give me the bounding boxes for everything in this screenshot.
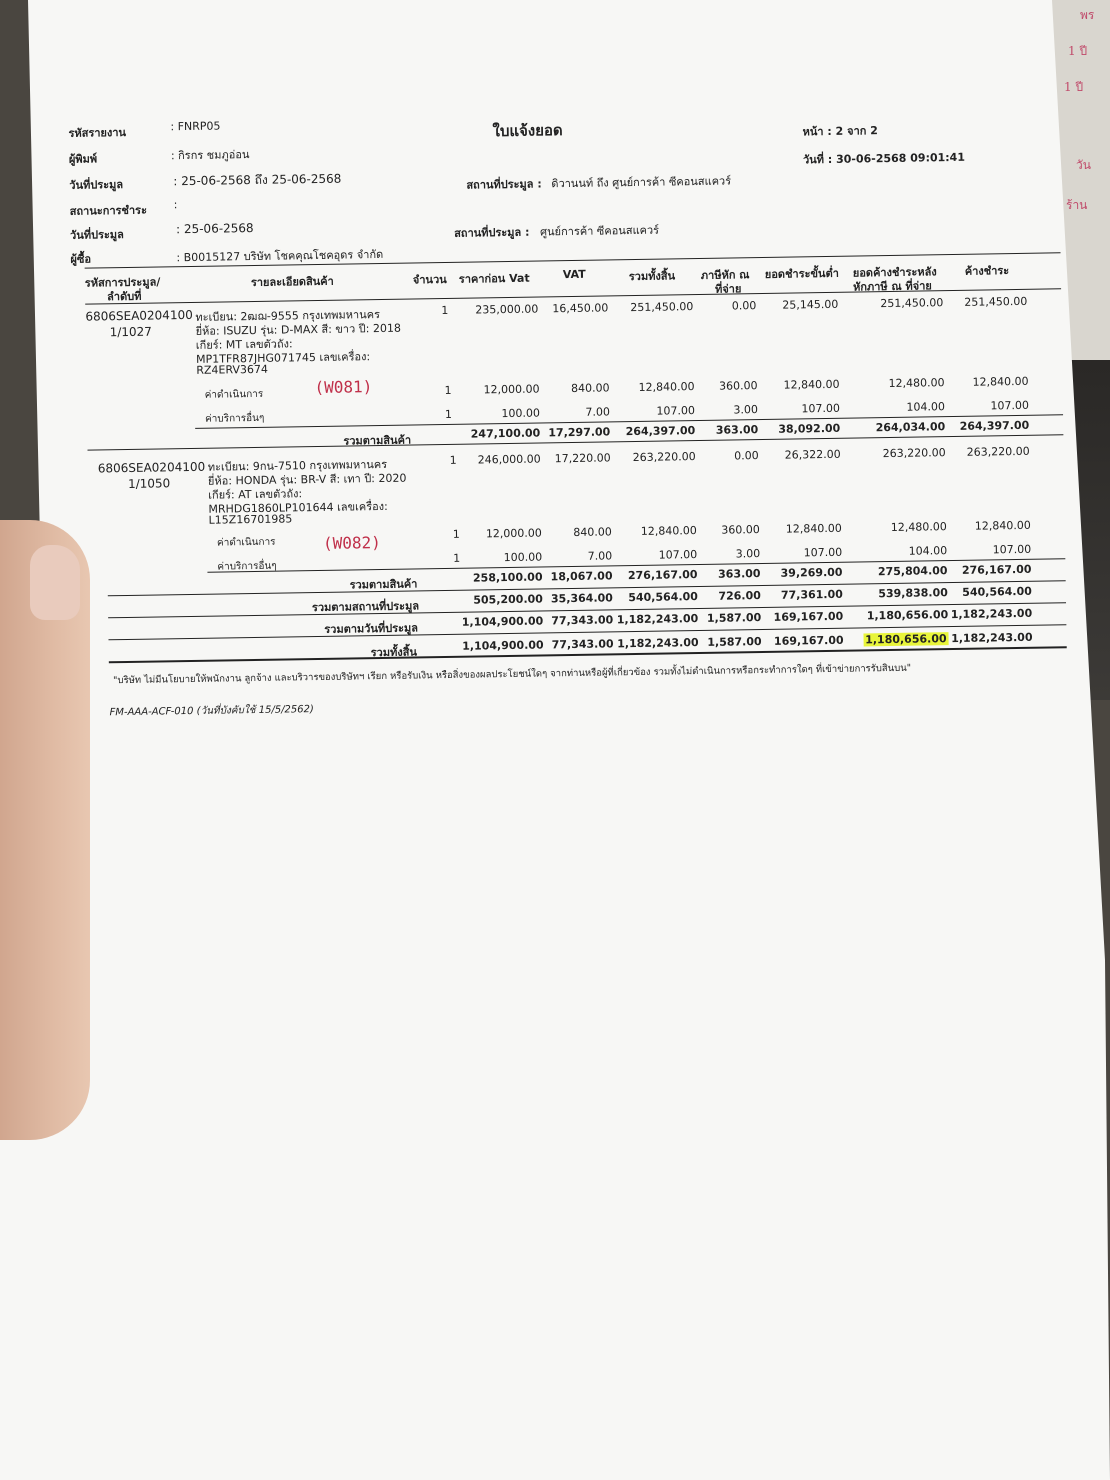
cell-qty: 1	[441, 303, 449, 318]
subtotal-vat: 18,067.00	[550, 569, 613, 584]
cell-qty: 1	[452, 527, 460, 541]
col-outstanding2: หักภาษี ณ ที่จ่าย	[852, 279, 932, 294]
payment-status: :	[173, 198, 178, 212]
item-seq: 1/1027	[109, 324, 152, 340]
printed-at: วันที่ : 30-06-2568 09:01:41	[802, 150, 966, 167]
total-pre-vat: 1,104,900.00	[461, 614, 544, 629]
item-code: 6806SEA0204100	[85, 307, 193, 324]
cell-min: 25,145.00	[782, 297, 839, 312]
col-code: รหัสการประมูล/	[84, 275, 161, 290]
cell-qty: 1	[453, 551, 461, 565]
col-min: ยอดชำระขั้นต่ำ	[764, 266, 839, 281]
item-detail-line: ทะเบียน: 2ฒฌ-9555 กรุงเทพมหานคร	[195, 308, 381, 324]
cell-pre-vat: 100.00	[501, 406, 541, 421]
col-outstanding: ยอดค้างชำระหลัง	[852, 265, 937, 280]
cell-wht: 0.00	[734, 449, 759, 463]
cell-unpaid: 107.00	[992, 542, 1032, 557]
subtotal-outstanding: 275,804.00	[877, 564, 948, 579]
cell-vat: 7.00	[585, 405, 611, 419]
subtotal-outstanding: 264,034.00	[875, 420, 946, 435]
cell-pre-vat: 235,000.00	[475, 302, 539, 317]
page-number: หน้า : 2 จาก 2	[802, 124, 878, 139]
cell-pre-vat: 12,000.00	[483, 382, 540, 397]
auction-date-range: : 25-06-2568 ถึง 25-06-2568	[173, 171, 342, 189]
buyer-label: ผู้ซื้อ	[70, 252, 92, 266]
total-outstanding: 539,838.00	[878, 586, 948, 601]
cell-total: 12,840.00	[640, 524, 697, 538]
subtotal-wht: 363.00	[715, 423, 759, 437]
cell-unpaid: 263,220.00	[966, 444, 1030, 459]
disclaimer: "บริษัท ไม่มีนโยบายให้พนักงาน ลูกจ้าง และบริวารของบริษัทฯ เรียก หรือรับเงิน หรือสิ่งของผลประโยชน์ใดๆ จากท่านหรือผู้ที่เกี่ยวข้อง รวมทั้งไม่ดำเนินการหรือกระทำการใดๆ ที่เข้าข่ายการรับสินบน"	[113, 662, 912, 687]
cell-vat: 7.00	[587, 549, 613, 563]
cell-wht: 360.00	[721, 523, 760, 537]
col-vat: VAT	[562, 267, 586, 282]
col-wht2: ที่จ่าย	[714, 282, 742, 296]
item-detail-line: ทะเบียน: 9กน-7510 กรุงเทพมหานคร	[207, 457, 388, 474]
total-label: รวมตามสถานที่ประมูล	[311, 599, 420, 615]
cell-qty: 1	[444, 383, 452, 397]
col-pre-vat: ราคาก่อน Vat	[458, 271, 530, 286]
item-detail-line: เกียร์: AT เลขตัวถัง:	[208, 487, 303, 502]
subtotal-vat: 17,297.00	[548, 425, 611, 440]
cell-outstanding: 263,220.00	[882, 446, 946, 461]
auction-date2-label: วันที่ประมูล	[70, 228, 124, 242]
total-outstanding: 1,180,656.00	[866, 608, 949, 623]
cell-pre-vat: 100.00	[503, 550, 543, 565]
subtotal-label: รวมตามสินค้า	[349, 577, 418, 592]
highlight-marker: 1,180,656.00	[865, 632, 947, 647]
item-seq: 1/1050	[127, 476, 171, 491]
total-unpaid: 540,564.00	[962, 584, 1032, 599]
total-pre-vat: 505,200.00	[473, 592, 543, 607]
cell-total: 107.00	[656, 404, 696, 418]
cell-vat: 840.00	[570, 381, 610, 396]
cell-outstanding: 251,450.00	[880, 296, 944, 311]
subtotal-label: รวมตามสินค้า	[343, 433, 412, 448]
grand-total-vat: 77,343.00	[551, 637, 614, 652]
grand-total-unpaid: 1,182,243.00	[951, 630, 1033, 646]
cell-wht: 3.00	[735, 547, 761, 561]
item-detail-line: ยี่ห้อ: HONDA รุ่น: BR-V สี: เทา ปี: 2020	[207, 471, 407, 488]
subtotal-min: 39,269.00	[780, 565, 843, 580]
subtotal-pre-vat: 247,100.00	[470, 426, 541, 441]
grand-total-wht: 1,587.00	[707, 635, 762, 649]
cell-total: 263,220.00	[632, 450, 696, 465]
total-unpaid: 1,182,243.00	[950, 606, 1033, 622]
item-detail-line: ยี่ห้อ: ISUZU รุ่น: D-MAX สี: ขาว ปี: 2018	[195, 321, 401, 338]
total-total: 540,564.00	[628, 590, 698, 605]
statement-document	[60, 84, 1080, 720]
fee-label: ค่าดำเนินการ	[204, 388, 264, 401]
report-code: : FNRP05	[170, 119, 221, 134]
cell-total: 12,840.00	[638, 380, 695, 394]
grand-total-pre-vat: 1,104,900.00	[462, 638, 544, 653]
cell-outstanding: 104.00	[906, 400, 946, 414]
subtotal-total: 264,397.00	[625, 424, 696, 439]
subtotal-unpaid: 276,167.00	[961, 562, 1032, 577]
cell-wht: 3.00	[733, 403, 759, 417]
handwritten-note: (W082)	[322, 533, 381, 553]
grand-total-min: 169,167.00	[773, 633, 844, 648]
col-wht: ภาษีหัก ณ	[700, 268, 750, 282]
col-detail: รายละเอียดสินค้า	[250, 274, 334, 290]
handwritten-note: (W081)	[314, 377, 373, 398]
total-wht: 726.00	[718, 589, 761, 603]
location-label: สถานที่ประมูล :	[454, 225, 530, 240]
payment-status-label: สถานะการชำระ	[69, 203, 148, 218]
cell-vat: 17,220.00	[554, 451, 611, 466]
cell-vat: 840.00	[573, 525, 612, 539]
cell-min: 12,840.00	[785, 521, 842, 536]
col-unpaid: ค้างชำระ	[964, 264, 1010, 278]
other-label: ค่าบริการอื่นๆ	[204, 412, 265, 425]
cell-outstanding: 104.00	[908, 544, 948, 558]
auction-date-label: วันที่ประมูล	[69, 178, 124, 192]
report-code-label: รหัสรายงาน	[68, 125, 127, 140]
grand-total-total: 1,182,243.00	[617, 636, 699, 651]
cell-pre-vat: 246,000.00	[477, 452, 541, 467]
location-range: ดิวานนท์ ถึง ศูนย์การค้า ซีคอนสแควร์	[551, 174, 732, 191]
location: ศูนย์การค้า ซีคอนสแควร์	[540, 223, 660, 239]
cell-wht: 360.00	[718, 379, 758, 393]
printer-label: ผู้พิมพ์	[68, 152, 98, 166]
cell-qty: 1	[449, 453, 457, 467]
cell-unpaid: 12,840.00	[972, 374, 1029, 389]
cell-min: 12,840.00	[783, 377, 840, 392]
other-label: ค่าบริการอื่นๆ	[217, 560, 277, 573]
item-detail-line: MP1TFR87JHG071745 เลขเครื่อง:	[195, 350, 371, 366]
subtotal-wht: 363.00	[717, 567, 761, 581]
cell-vat: 16,450.00	[552, 301, 609, 316]
col-seq: ลำดับที่	[106, 289, 142, 304]
grand-total-outstanding	[858, 632, 948, 646]
cell-unpaid: 251,450.00	[964, 294, 1028, 309]
auction-date2: : 25-06-2568	[175, 220, 254, 237]
cell-unpaid: 107.00	[990, 398, 1030, 413]
item-code: 6806SEA0204100	[97, 459, 206, 476]
total-vat: 77,343.00	[551, 613, 614, 628]
subtotal-total: 276,167.00	[627, 568, 698, 583]
form-code: FM-AAA-ACF-010 (วันที่บังคับใช้ 15/5/2562)	[109, 704, 314, 719]
cell-outstanding: 12,480.00	[888, 376, 945, 391]
location-range-label: สถานที่ประมูล :	[466, 177, 542, 192]
total-wht: 1,587.00	[706, 611, 762, 625]
total-total: 1,182,243.00	[616, 612, 699, 627]
cell-total: 251,450.00	[630, 300, 694, 315]
cell-min: 107.00	[801, 401, 841, 416]
cell-unpaid: 12,840.00	[974, 518, 1031, 533]
cell-qty: 1	[444, 407, 453, 421]
col-total: รวมทั้งสิ้น	[628, 269, 676, 284]
cell-pre-vat: 12,000.00	[485, 526, 542, 541]
subtotal-unpaid: 264,397.00	[959, 418, 1030, 433]
cell-wht: 0.00	[731, 299, 757, 313]
background-note: 1 ปี	[1068, 44, 1088, 58]
cell-min: 26,322.00	[784, 447, 841, 462]
cell-min: 107.00	[803, 545, 843, 560]
total-label: รวมตามวันที่ประมูล	[324, 621, 419, 636]
col-qty: จำนวน	[412, 272, 447, 287]
subtotal-min: 38,092.00	[778, 421, 841, 436]
grand-total-label: รวมทั้งสิ้น	[370, 645, 418, 660]
document-title: ใบแจ้งยอด	[492, 121, 563, 141]
printer-name: : กิรกร ชมภูอ่อน	[170, 148, 250, 163]
total-min: 77,361.00	[780, 587, 843, 602]
item-detail-line: RZ4ERV3674	[196, 362, 269, 377]
subtotal-pre-vat: 258,100.00	[472, 570, 543, 585]
total-min: 169,167.00	[773, 609, 844, 624]
item-detail-line: MRHDG1860LP101644 เลขเครื่อง:	[208, 499, 388, 516]
background-note: พร	[1080, 8, 1095, 22]
total-vat: 35,364.00	[550, 591, 613, 606]
item-detail-line: L15Z16701985	[208, 512, 293, 527]
item-detail-line: เกียร์: MT เลขตัวถัง:	[195, 337, 293, 352]
cell-outstanding: 12,480.00	[890, 520, 947, 535]
background-note: วัน	[1076, 158, 1091, 172]
buyer: : B0015127 บริษัท โชคคุณโชคอุดร จำกัด	[176, 247, 384, 265]
background-note: 1 ปี	[1064, 80, 1084, 94]
cell-total: 107.00	[658, 548, 698, 562]
background-note: ร้าน	[1066, 198, 1088, 212]
fee-label: ค่าดำเนินการ	[216, 536, 276, 549]
